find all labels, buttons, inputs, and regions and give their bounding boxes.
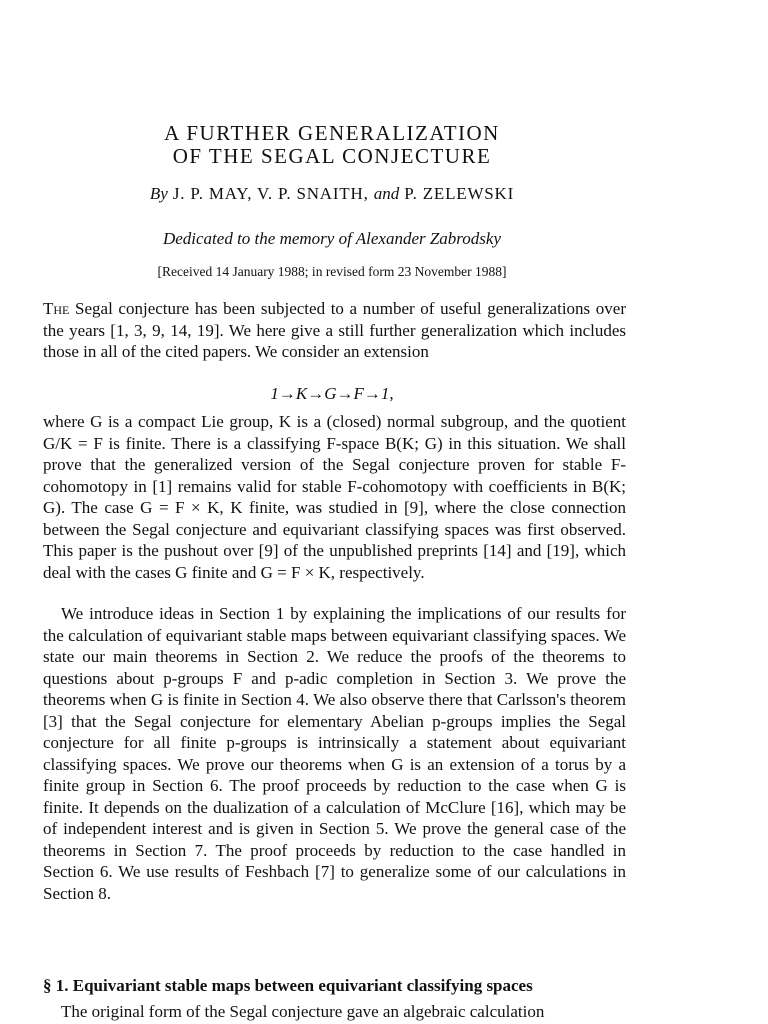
paragraph-intro-text: Segal conjecture has been subjected to a number of useful generalizations over the years [1, 3, 9, 14, 19]. We here give a still further generalization which includes those in all of the cited papers. We consider an extension — [43, 299, 626, 361]
author-names-1: J. P. MAY, V. P. SNAITH, — [172, 184, 369, 203]
and-word: and — [373, 184, 400, 203]
paper-title-line-2: OF THE SEGAL CONJECTURE — [172, 144, 492, 168]
lead-word: The — [43, 299, 70, 318]
paper-title-line-1: A FURTHER GENERALIZATION — [164, 121, 500, 145]
author-line — [0, 184, 664, 204]
by-word: By — [149, 184, 168, 203]
dedication: Dedicated to the memory of Alexander Zabrodsky — [162, 229, 502, 248]
paragraph-outline — [43, 603, 626, 904]
section-1-paragraph — [43, 1001, 626, 1023]
paragraph-setup-text: where G is a compact Lie group, K is a (closed) normal subgroup, and the quotient G/K = F is finite. There is a classifying F-space B(K; G) in this situation. We shall prove that the generalized version of the Segal conjecture proven for stable F-cohomotopy in [1] remains valid for stable F-cohomotopy with coefficients in B(K; G). The case G = F × K, K finite, was studied in [9], where the close connection between the Segal conjecture and equivariant classifying spaces was first observed. This paper is the pushout over [9] of the unpublished preprints [14] and [19], which deal with the cases G finite and G = F × K, respectively. — [43, 412, 626, 582]
paragraph-intro — [43, 298, 626, 363]
paragraph-outline-text: We introduce ideas in Section 1 by explaining the implications of our results for the calculation of equivariant stable maps between equivariant classifying spaces. We state our main theorems in Section 2. We reduce the proofs of the theorems to questions about p-groups F and p-adic completion in Section 3. We prove the theorems when G is finite in Section 4. We also observe there that Carlsson's theorem [3] that the Segal conjecture for elementary Abelian p-groups implies the Segal conjecture for all finite p-groups is intrinsically a statement about equivariant classifying spaces. We prove our theorems when G is an extension of a torus by a finite group in Section 6. The proof proceeds by reduction to the case when G is finite. It depends on the dualization of a calculation of McClure [16], which may be of independent interest and is given in Section 5. We prove the general case of the theorems in Section 7. The proof proceeds by reduction to the case handled in Section 6. We use results of Feshbach [7] to generalize some of our calculations in Section 8. — [43, 604, 626, 903]
author-names-2: P. ZELEWSKI — [404, 184, 515, 203]
group-extension-equation: 1→K→G→F→1, — [270, 384, 394, 403]
section-1-heading: § 1. Equivariant stable maps between equivariant classifying spaces — [43, 976, 533, 995]
section-1-text: The original form of the Segal conjecture gave an algebraic calculation — [61, 1002, 545, 1021]
received-note: [Received 14 January 1988; in revised form 23 November 1988] — [157, 264, 507, 279]
paragraph-setup — [43, 411, 626, 583]
